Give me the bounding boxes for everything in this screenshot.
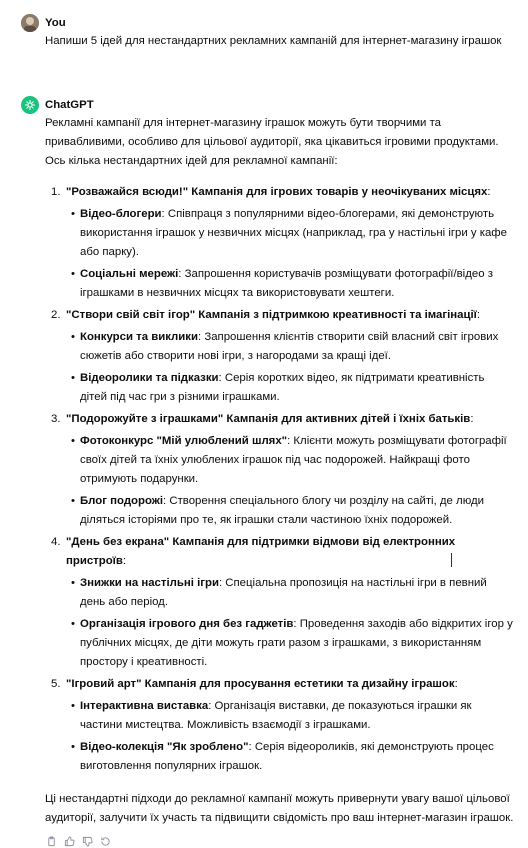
bullet-icon: • [71, 741, 75, 753]
subitem-text: : Запрошення користувачів розміщувати фотографії/відео з іграшками в незвичних місцях та використовувати хештеги. [80, 268, 493, 299]
idea-item [45, 306, 514, 407]
idea-title-suffix: : [487, 186, 491, 198]
idea-subitem [66, 265, 514, 303]
subitem-title: Відео-колекція "Як зроблено" [80, 741, 249, 753]
assistant-name: ChatGPT [45, 99, 94, 111]
idea-subitem [66, 615, 514, 672]
subitem-title: Інтерактивна виставка [80, 700, 209, 712]
subitem-text: : Спеціальна пропозиція на настільні ігри в певний день або період. [80, 577, 487, 608]
idea-title: "Подорожуйте з іграшками" Кампанія для активних дітей і їхніх батьків [66, 413, 471, 425]
subitem-text: : Організація виставки, де показуються іграшки як частини мистецтва. Можливість взаємодії з іграшками. [80, 700, 472, 731]
idea-item [45, 675, 514, 776]
idea-title-suffix: : [122, 555, 127, 567]
idea-title-suffix: : [470, 413, 474, 425]
idea-heading [66, 410, 514, 429]
idea-number: 3. [51, 413, 61, 425]
subitem-title: Організація ігрового дня без гаджетів [80, 618, 294, 630]
idea-title: "Ігровий арт" Кампанія для просування естетики та дизайну іграшок [66, 678, 455, 690]
bullet-icon: • [71, 331, 75, 343]
idea-title: "День без екрана" Кампанія для підтримки відмови від електронних пристроїв [66, 536, 456, 567]
idea-sublist [66, 205, 514, 303]
idea-number: 4. [51, 536, 61, 548]
assistant-conclusion: Ці нестандартні підходи до рекламної кампанії можуть привернути увагу вашої цільової аудиторії, залучити їх участь та підвищити свідомість про ваш інтернет-магазин іграшок. [45, 793, 514, 824]
thumbs-down-icon[interactable] [81, 835, 93, 847]
idea-title: "Створи свій світ ігор" Кампанія з підтримкою креативності та імагінації [66, 309, 477, 321]
idea-heading [66, 306, 514, 325]
idea-title: "Розважайся всюди!" Кампанія для ігрових товарів у неочікуваних місцях [66, 186, 488, 198]
idea-heading [66, 533, 514, 571]
text-cursor [451, 553, 452, 567]
subitem-title: Знижки на настільні ігри [80, 577, 219, 589]
user-message-text: Напиши 5 ідей для нестандартних рекламних кампаній для інтернет-магазину іграшок [45, 35, 502, 47]
idea-sublist [66, 574, 514, 672]
idea-subitem [66, 328, 514, 366]
idea-subitem [66, 369, 514, 407]
subitem-text: : Створення спеціального блогу чи розділу на сайті, де люди діляться історіями про те, як іграшки стали частиною їхніх подорожей. [80, 495, 484, 526]
idea-title-suffix: : [454, 678, 458, 690]
idea-sublist [66, 432, 514, 530]
subitem-title: Конкурси та виклики [80, 331, 198, 343]
subitem-title: Фотоконкурс "Мій улюблений шлях" [80, 435, 288, 447]
subitem-text: : Клієнти можуть розміщувати фотографії своїх дітей та їхніх улюблених іграшок під час подорожей. Найкращі фото отримують подарунки. [80, 435, 507, 485]
idea-heading [66, 183, 514, 202]
idea-subitem [66, 205, 514, 262]
idea-subitem [66, 492, 514, 530]
idea-number: 2. [51, 309, 61, 321]
subitem-text: : Серія відеороликів, які демонструють процес виготовлення популярних іграшок. [80, 741, 494, 772]
bullet-icon: • [71, 618, 75, 630]
idea-subitem [66, 574, 514, 612]
idea-subitem [66, 738, 514, 776]
bullet-icon: • [71, 435, 75, 447]
thumbs-up-icon[interactable] [63, 835, 75, 847]
bullet-icon: • [71, 577, 75, 589]
assistant-message [21, 96, 514, 848]
bullet-icon: • [71, 208, 75, 220]
chatgpt-avatar [21, 96, 39, 114]
subitem-title: Блог подорожі [80, 495, 164, 507]
idea-subitem [66, 697, 514, 735]
idea-number: 5. [51, 678, 61, 690]
subitem-text: : Проведення заходів або відкритих ігор у публічних місцях, де діти можуть грати разом з іграшками, з використанням простору і креативності. [80, 618, 513, 668]
bullet-icon: • [71, 268, 75, 280]
subitem-text: : Запрошення клієнтів створити свій власний світ ігрових сюжетів або створити нові ігри, з нагородами за кращі ідеї. [80, 331, 499, 362]
assistant-message-body [45, 96, 514, 848]
user-name: You [45, 17, 66, 29]
regenerate-icon[interactable] [99, 835, 111, 847]
bullet-icon: • [71, 495, 75, 507]
idea-item [45, 410, 514, 530]
subitem-title: Соціальні мережі [80, 268, 179, 280]
idea-number: 1. [51, 186, 61, 198]
assistant-intro: Рекламні кампанії для інтернет-магазину іграшок можуть бути творчими та привабливими, особливо для цільової аудиторії, яка цікавиться ігровими продуктами. Ось кілька нестандартних ідей для рекламної кампанії: [45, 117, 499, 167]
idea-sublist [66, 328, 514, 407]
clipboard-icon[interactable] [45, 835, 57, 847]
bullet-icon: • [71, 372, 75, 384]
subitem-text: : Серія коротких відео, як підтримати креативність дітей під час гри з різними іграшками. [80, 372, 485, 403]
subitem-text: : Співпраця з популярними відео-блогерами, які демонструють використання іграшок у незвичних місцях (наприклад, гра у настільні ігри у кафе або парку). [80, 208, 508, 258]
user-message [21, 14, 514, 51]
ideas-list [45, 183, 514, 776]
user-avatar [21, 14, 39, 32]
idea-sublist [66, 697, 514, 776]
idea-heading [66, 675, 514, 694]
openai-logo-icon [24, 99, 36, 111]
subitem-title: Відео-блогери [80, 208, 162, 220]
idea-item [45, 183, 514, 303]
idea-subitem [66, 432, 514, 489]
subitem-title: Відеоролики та підказки [80, 372, 219, 384]
bullet-icon: • [71, 700, 75, 712]
message-actions [45, 834, 514, 848]
idea-item [45, 533, 514, 672]
idea-title-suffix: : [476, 309, 481, 321]
